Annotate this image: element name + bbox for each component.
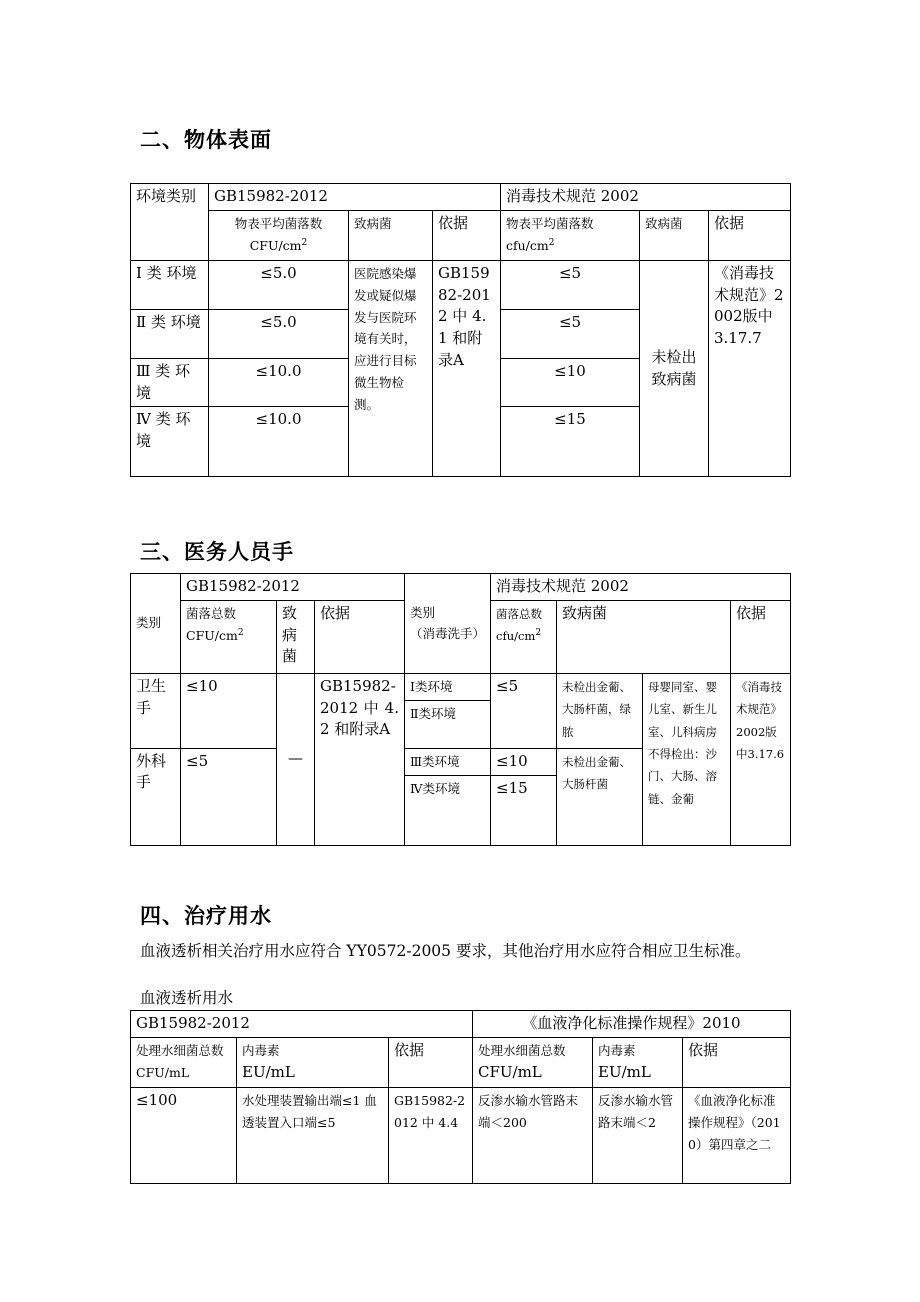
- spec-pathogen: 未检出致病菌: [640, 260, 709, 477]
- env-row-4: Ⅳ 类 环境: [131, 407, 209, 477]
- water-paragraph: 血液透析相关治疗用水应符合 YY0572-2005 要求，其他治疗用水应符合相应卫生标准。: [140, 942, 751, 960]
- water-header-spec: 《血液净化标准操作规程》2010: [473, 1011, 791, 1038]
- hands-header-sp-total: 菌落总数 cfu/$cm^2$: [491, 600, 557, 673]
- hands-sp-path34: 未检出金葡、大肠杆菌: [557, 748, 643, 845]
- hands-header-cat2: 类别 （消毒洗手）: [405, 574, 491, 674]
- section-title-surfaces: 二、物体表面: [140, 128, 272, 152]
- hands-sp-basis: 《消毒技术规范》2002版中3.17.6: [731, 673, 791, 845]
- header-sp-pathogen: 致病菌: [640, 210, 709, 260]
- header-gb: GB15982-2012: [209, 184, 501, 211]
- section-title-water: 四、治疗用水: [140, 904, 272, 928]
- water-sp-endo: 反渗水输水管路末端＜2: [593, 1087, 683, 1183]
- hands-header-gb-basis: 依据: [315, 600, 405, 673]
- hands-row2-gb: ≤5: [181, 748, 277, 845]
- header-gb-avg: 物表平均菌落数 CFU/$cm^2$: [209, 210, 349, 260]
- hands-header-gb-path: 致病菌: [277, 600, 315, 673]
- gb-value-2: ≤5.0: [209, 309, 349, 358]
- hands-row1-cat: 卫生手: [131, 673, 181, 748]
- water-header-gb-bac: 处理水细菌总数 CFU/mL: [131, 1037, 237, 1087]
- hands-header-spec: 消毒技术规范 2002: [491, 574, 791, 601]
- water-header-gb: GB15982-2012: [131, 1011, 473, 1038]
- hands-header-gb-total: 菌落总数 CFU/$cm^2$: [181, 600, 277, 673]
- hands-row2-cat: 外科手: [131, 748, 181, 845]
- water-table: [130, 1010, 791, 1184]
- water-header-sp-basis: 依据: [683, 1037, 791, 1087]
- water-sp-bac: 反渗水输水管路末端＜200: [473, 1087, 593, 1183]
- hands-sp-val12: ≤5: [491, 673, 557, 748]
- water-header-gb-basis: 依据: [389, 1037, 473, 1087]
- water-header-sp-endo: 内毒素 EU/mL: [593, 1037, 683, 1087]
- water-header-gb-endo: 内毒素 EU/mL: [237, 1037, 389, 1087]
- header-env: 环境类别: [131, 184, 209, 261]
- hands-header-sp-path: 致病菌: [557, 600, 731, 673]
- env-row-3: Ⅲ 类 环境: [131, 358, 209, 407]
- water-gb-bac: ≤100: [131, 1087, 237, 1183]
- env-row-2: Ⅱ 类 环境: [131, 309, 209, 358]
- header-sp-avg: 物表平均菌落数 cfu/$cm^2$: [501, 210, 640, 260]
- hands-env-1: Ⅰ类环境: [405, 673, 491, 700]
- hands-gb-path: —: [277, 673, 315, 845]
- water-gb-endo: 水处理装置输出端≤1 血透装置入口端≤5: [237, 1087, 389, 1183]
- hands-header-gb: GB15982-2012: [181, 574, 405, 601]
- water-header-sp-bac: 处理水细菌总数 CFU/mL: [473, 1037, 593, 1087]
- hands-sp-val4: ≤15: [491, 775, 557, 845]
- hands-env-4: Ⅳ类环境: [405, 775, 491, 845]
- hands-table: [130, 573, 791, 846]
- spec-value-1: ≤5: [501, 260, 640, 309]
- hands-row1-gb: ≤10: [181, 673, 277, 748]
- hands-env-3: Ⅲ类环境: [405, 748, 491, 775]
- spec-value-4: ≤15: [501, 407, 640, 477]
- hands-sp-path12: 未检出金葡、大肠杆菌，绿脓: [557, 673, 643, 748]
- gb-basis: GB15982-2012 中 4.1 和附录A: [433, 260, 501, 477]
- gb-value-4: ≤10.0: [209, 407, 349, 477]
- gb-value-1: ≤5.0: [209, 260, 349, 309]
- env-row-1: Ⅰ 类 环境: [131, 260, 209, 309]
- water-sp-basis: 《血液净化标准操作规程》（2010）第四章之二: [683, 1087, 791, 1183]
- header-spec: 消毒技术规范 2002: [501, 184, 791, 211]
- header-sp-basis: 依据: [709, 210, 791, 260]
- water-gb-basis: GB15982-2012 中 4.4: [389, 1087, 473, 1183]
- section-title-hands: 三、医务人员手: [140, 540, 294, 564]
- spec-basis: 《消毒技术规范》2002版中3.17.7: [709, 260, 791, 477]
- hands-sp-val3: ≤10: [491, 748, 557, 775]
- header-gb-basis: 依据: [433, 210, 501, 260]
- hands-header-cat: 类别: [131, 574, 181, 674]
- surfaces-table: [130, 183, 791, 477]
- spec-value-3: ≤10: [501, 358, 640, 407]
- water-caption: 血液透析用水: [140, 989, 234, 1007]
- gb-pathogen-note: 医院感染爆发或疑似爆发与医院环境有关时，应进行目标微生物检测。: [349, 260, 433, 477]
- gb-value-3: ≤10.0: [209, 358, 349, 407]
- hands-header-sp-basis: 依据: [731, 600, 791, 673]
- header-gb-pathogen: 致病菌: [349, 210, 433, 260]
- hands-sp-path-extra: 母婴同室、婴儿室、新生儿室、儿科病房不得检出：沙门、大肠、溶链、金葡: [643, 673, 731, 845]
- hands-gb-basis: GB15982-2012 中 4.2 和附录A: [315, 673, 405, 845]
- spec-value-2: ≤5: [501, 309, 640, 358]
- hands-env-2: Ⅱ类环境: [405, 700, 491, 748]
